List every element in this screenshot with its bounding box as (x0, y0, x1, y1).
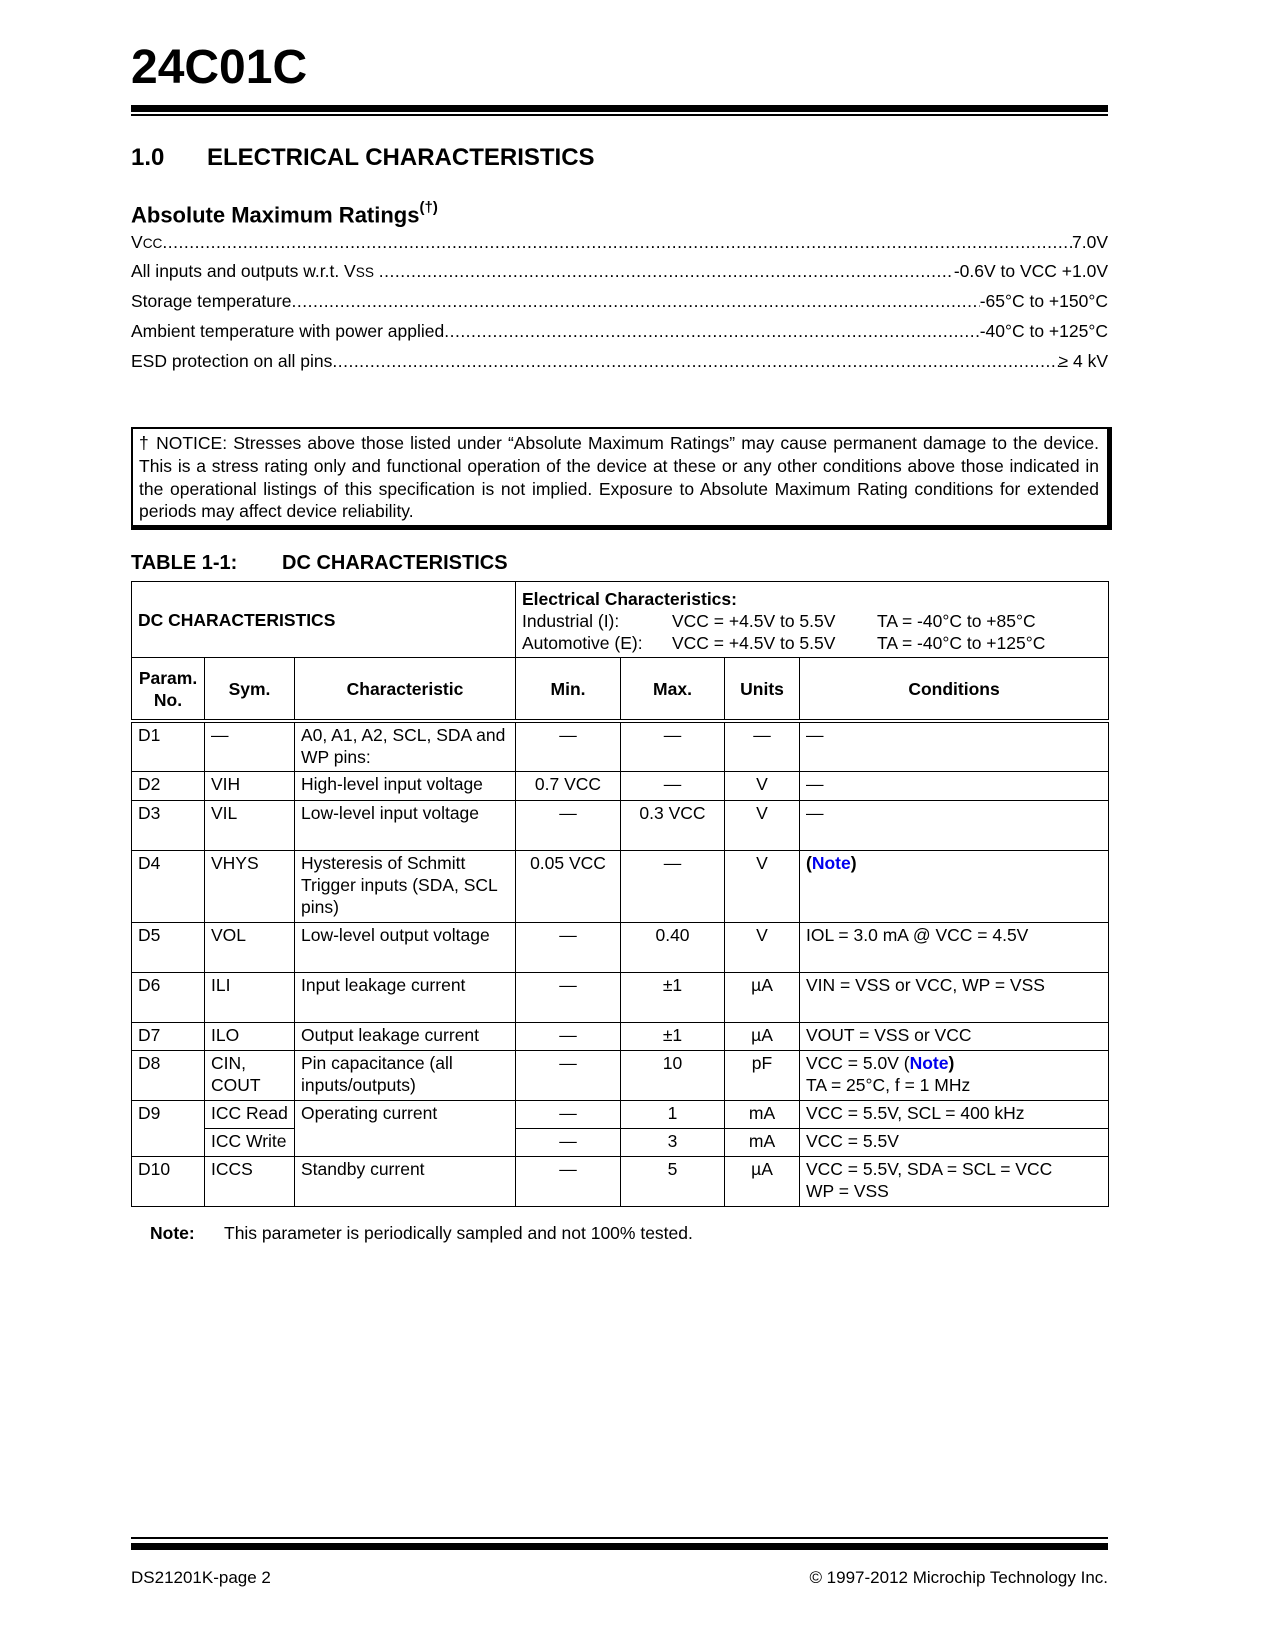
column-header-row (132, 658, 1109, 721)
sym-cell: ICC Write (205, 1129, 295, 1157)
table-row-d7 (132, 1023, 1109, 1051)
conditions-cell: VCC = 5.5V (800, 1129, 1109, 1157)
rating-value: 7.0V (1072, 232, 1108, 252)
min-cell: — (516, 801, 621, 851)
note-link[interactable]: Note (909, 1053, 949, 1073)
rating-value: -40°C to +125°C (979, 321, 1108, 341)
param-cell: D6 (132, 973, 205, 1023)
rating-row-esd (131, 350, 1108, 372)
dc-characteristics-table (131, 581, 1109, 1207)
table-row-d3 (132, 801, 1109, 851)
dagger-marker: (†) (419, 199, 438, 216)
max-cell: 0.3 VCC (621, 801, 725, 851)
param-cell: D10 (132, 1157, 205, 1207)
leader-dots (162, 231, 1072, 255)
ec-row-industrial: Industrial (I): VCC = +4.5V to 5.5V TA = -40°C to +85°C (522, 610, 1036, 631)
characteristic-cell: Output leakage current (295, 1023, 516, 1051)
leader-dots (444, 320, 979, 342)
min-cell: — (516, 1101, 621, 1129)
conditions-cell: VCC = 5.5V, SCL = 400 kHz (800, 1101, 1109, 1129)
param-cell: D9 (132, 1101, 205, 1157)
table-row-d4 (132, 851, 1109, 923)
rating-label: VCC (131, 232, 163, 252)
header-rule (131, 105, 1108, 112)
units-cell: µA (725, 1023, 800, 1051)
footer-copyright: © 1997-2012 Microchip Technology Inc. (809, 1568, 1108, 1587)
conditions-cell: IOL = 3.0 mA @ VCC = 4.5V (800, 923, 1109, 973)
sym-cell: ICCS (205, 1157, 295, 1207)
characteristic-cell: Low-level output voltage (295, 923, 516, 973)
col-header-conditions: Conditions (800, 658, 1109, 721)
table-note (150, 1222, 693, 1244)
table-row-d1 (132, 721, 1109, 772)
rating-label: Storage temperature (131, 291, 292, 311)
sym-cell: VHYS (205, 851, 295, 923)
characteristic-cell: Input leakage current (295, 973, 516, 1023)
absolute-max-heading-text: Absolute Maximum Ratings (131, 202, 420, 228)
max-cell: — (621, 851, 725, 923)
note-label: Note: (150, 1223, 195, 1243)
characteristic-cell: Hysteresis of Schmitt Trigger inputs (SDA, SCL pins) (295, 851, 516, 923)
col-header-units: Units (725, 658, 800, 721)
param-cell: D4 (132, 851, 205, 923)
min-cell: — (516, 1157, 621, 1207)
sym-cell: ICC Read (205, 1101, 295, 1129)
units-cell: V (725, 801, 800, 851)
footer-rule-thin (131, 1537, 1108, 1539)
note-link[interactable]: Note (811, 853, 851, 873)
col-header-sym: Sym. (205, 658, 295, 721)
characteristic-cell: Low-level input voltage (295, 801, 516, 851)
table-row-d9-read (132, 1101, 1109, 1129)
leader-dots (332, 350, 1058, 372)
document-part-number: 24C01C (131, 41, 308, 94)
min-cell: 0.7 VCC (516, 772, 621, 801)
characteristic-cell: Operating current (295, 1101, 516, 1157)
col-header-characteristic: Characteristic (295, 658, 516, 721)
sym-cell: VIL (205, 801, 295, 851)
param-cell: D5 (132, 923, 205, 973)
absolute-max-heading (131, 196, 438, 229)
rating-row-io (131, 260, 1108, 284)
notice-box: † NOTICE: Stresses above those listed under “Absolute Maximum Ratings” may cause permanent damage to the device. This is a stress rating only and functional operation of the device at these or any other conditions above those indicated in the operational listings of this specification is not implied. Exposure to Absolute Maximum Rating conditions for extended periods may affect device reliability. (131, 427, 1112, 530)
conditions-cell: — (800, 772, 1109, 801)
max-cell: 0.40 (621, 923, 725, 973)
footer-page-id: DS21201K-page 2 (131, 1568, 271, 1587)
units-cell: V (725, 851, 800, 923)
rating-value: -0.6V to VCC +1.0V (953, 261, 1108, 281)
units-cell: mA (725, 1129, 800, 1157)
characteristic-cell: Pin capacitance (all inputs/outputs) (295, 1051, 516, 1101)
table-number: TABLE 1-1: (131, 552, 238, 574)
min-cell: — (516, 1023, 621, 1051)
max-cell: 10 (621, 1051, 725, 1101)
sym-cell: VIH (205, 772, 295, 801)
conditions-cell: VCC = 5.0V (Note) TA = 25°C, f = 1 MHz (800, 1051, 1109, 1101)
section-number: 1.0 (131, 144, 165, 171)
section-heading (131, 143, 595, 173)
sym-cell: CIN, COUT (205, 1051, 295, 1101)
conditions-cell: VOUT = VSS or VCC (800, 1023, 1109, 1051)
min-cell: — (516, 721, 621, 772)
max-cell: ±1 (621, 973, 725, 1023)
conditions-cell: — (800, 721, 1109, 772)
sym-cell: — (205, 721, 295, 772)
conditions-cell: — (800, 801, 1109, 851)
characteristic-cell: A0, A1, A2, SCL, SDA and WP pins: (295, 721, 516, 772)
dc-label-cell: DC CHARACTERISTICS (132, 582, 516, 658)
table-row-d2 (132, 772, 1109, 801)
min-cell: 0.05 VCC (516, 851, 621, 923)
max-cell: ±1 (621, 1023, 725, 1051)
sym-cell: VOL (205, 923, 295, 973)
leader-dots (379, 260, 954, 284)
col-header-min: Min. (516, 658, 621, 721)
param-cell: D7 (132, 1023, 205, 1051)
table-row-d6 (132, 973, 1109, 1023)
param-cell: D8 (132, 1051, 205, 1101)
rating-value: -65°C to +150°C (979, 291, 1108, 311)
table-row-d5 (132, 923, 1109, 973)
units-cell: V (725, 772, 800, 801)
rating-row-storage-temp (131, 290, 1108, 312)
units-cell: mA (725, 1101, 800, 1129)
units-cell: µA (725, 973, 800, 1023)
max-cell: 5 (621, 1157, 725, 1207)
characteristic-cell: High-level input voltage (295, 772, 516, 801)
rating-row-vcc (131, 231, 1108, 255)
max-cell: — (621, 772, 725, 801)
conditions-cell: (Note) (800, 851, 1109, 923)
section-title: ELECTRICAL CHARACTERISTICS (207, 144, 595, 171)
characteristic-cell: Standby current (295, 1157, 516, 1207)
units-cell: V (725, 923, 800, 973)
max-cell: — (621, 721, 725, 772)
table-title: DC CHARACTERISTICS (282, 552, 508, 574)
rating-label: ESD protection on all pins (131, 351, 333, 371)
units-cell: µA (725, 1157, 800, 1207)
param-cell: D3 (132, 801, 205, 851)
ec-title: Electrical Characteristics: (522, 588, 737, 609)
max-cell: 1 (621, 1101, 725, 1129)
rating-label: Ambient temperature with power applied (131, 321, 445, 341)
table-row-d9-write (132, 1129, 1109, 1157)
min-cell: — (516, 923, 621, 973)
electrical-characteristics-cell (516, 582, 1109, 658)
rating-value: ≥ 4 kV (1058, 351, 1108, 371)
sym-cell: ILI (205, 973, 295, 1023)
ec-row-automotive: Automotive (E): VCC = +4.5V to 5.5V TA = -40°C to +125°C (522, 632, 1046, 653)
units-cell: pF (725, 1051, 800, 1101)
sym-cell: ILO (205, 1023, 295, 1051)
table-header-top (132, 582, 1109, 658)
table-row-d8 (132, 1051, 1109, 1101)
rating-row-ambient-temp (131, 320, 1108, 342)
min-cell: — (516, 1129, 621, 1157)
leader-dots (292, 290, 980, 312)
table-row-d10 (132, 1157, 1109, 1207)
col-header-max: Max. (621, 658, 725, 721)
min-cell: — (516, 1051, 621, 1101)
table-caption (131, 550, 508, 576)
col-header-param: Param. No. (132, 658, 205, 721)
units-cell: — (725, 721, 800, 772)
max-cell: 3 (621, 1129, 725, 1157)
param-cell: D1 (132, 721, 205, 772)
conditions-cell: VIN = VSS or VCC, WP = VSS (800, 973, 1109, 1023)
rating-label: All inputs and outputs w.r.t. VSS (131, 261, 374, 281)
note-text: This parameter is periodically sampled and not 100% tested. (224, 1223, 693, 1243)
min-cell: — (516, 973, 621, 1023)
header-rule-thin (131, 114, 1108, 116)
footer-rule (131, 1543, 1108, 1550)
param-cell: D2 (132, 772, 205, 801)
conditions-cell: VCC = 5.5V, SDA = SCL = VCC WP = VSS (800, 1157, 1109, 1207)
